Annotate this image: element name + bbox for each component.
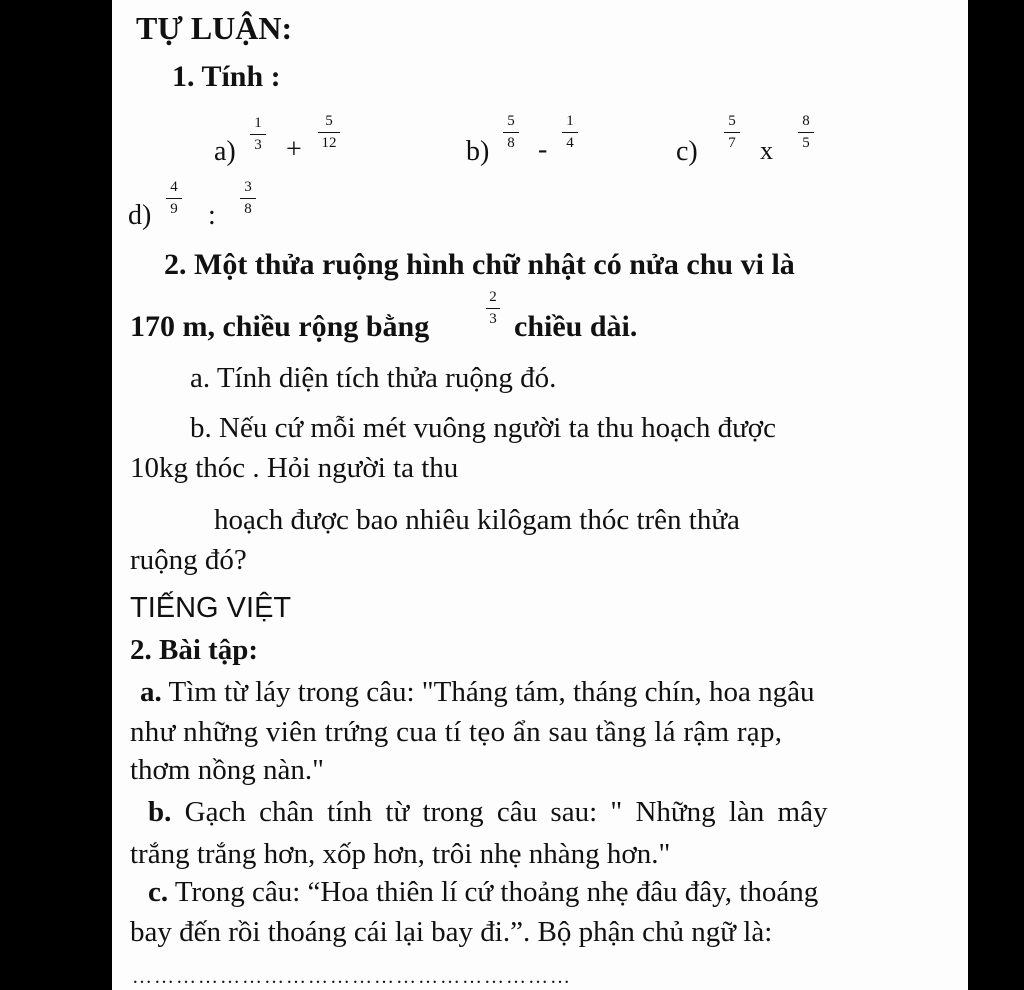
numerator: 5 <box>325 113 333 129</box>
numerator: 4 <box>170 179 178 195</box>
exercise-c-line-2: bay đến rồi thoáng cái lại bay đi.”. Bộ phận chủ ngữ là: <box>130 916 773 948</box>
fraction-d-1 <box>166 180 182 217</box>
fraction-bar <box>798 132 814 133</box>
fraction-bar <box>250 134 266 135</box>
operator-plus: + <box>286 134 302 165</box>
denominator: 7 <box>728 135 736 151</box>
question-b-line-4: ruộng đó? <box>130 544 247 576</box>
problem-2-line-1: 2. Một thửa ruộng hình chữ nhật có nửa chu vi là <box>164 248 795 281</box>
fraction-bar <box>240 198 256 199</box>
exercise-c-text-1: Trong câu: “Hoa thiên lí cứ thoảng nhẹ đâu đây, thoáng <box>174 876 819 908</box>
exercise-b-line-2: trắng trắng hơn, xốp hơn, trôi nhẹ nhàng hơn." <box>130 838 671 870</box>
fraction-c-1 <box>724 114 740 151</box>
numerator: 3 <box>244 179 252 195</box>
exercise-a-line-2: như những viên trứng cua tí tẹo ẩn sau tầng lá rậm rạp, <box>130 716 783 748</box>
fraction-bar <box>318 132 340 133</box>
exercise-b-label: b. <box>148 796 172 828</box>
exercise-a-text-1: Tìm từ láy trong câu: "Tháng tám, tháng chín, hoa ngâu <box>168 676 815 708</box>
item-c-label: c) <box>676 136 698 167</box>
fraction-a-1 <box>250 116 266 153</box>
numerator: 2 <box>489 289 497 305</box>
denominator: 8 <box>507 135 515 151</box>
exercise-heading: 2. Bài tập: <box>130 634 259 666</box>
fraction-d-2 <box>240 180 256 217</box>
exercise-b-text-1: Gạch chân tính từ trong câu sau: " Những làn mây <box>184 796 828 828</box>
exercise-c-label: c. <box>148 876 169 908</box>
numerator: 5 <box>728 113 736 129</box>
fraction-a-2 <box>318 114 340 151</box>
denominator: 3 <box>254 137 262 153</box>
item-a-label: a) <box>214 136 236 167</box>
denominator: 3 <box>489 311 497 327</box>
fraction-bar <box>724 132 740 133</box>
exercise-b-line-1 <box>148 796 828 829</box>
question-b-line-2: 10kg thóc . Hỏi người ta thu <box>130 452 459 484</box>
denominator: 8 <box>244 201 252 217</box>
item-d-label: d) <box>128 200 152 231</box>
section-title: TỰ LUẬN: <box>136 10 293 46</box>
exercise-c-line-1 <box>148 876 818 909</box>
fraction-b-2 <box>562 114 578 151</box>
fraction-c-2 <box>798 114 814 151</box>
numerator: 8 <box>802 113 810 129</box>
fraction-bar <box>486 308 500 309</box>
fraction-width-ratio <box>486 290 500 327</box>
denominator: 4 <box>566 135 574 151</box>
exercise-1-heading: 1. Tính : <box>172 60 281 93</box>
denominator: 5 <box>802 135 810 151</box>
denominator: 9 <box>170 201 178 217</box>
answer-dotted-line: …………………………………………………… <box>132 966 572 988</box>
numerator: 5 <box>507 113 515 129</box>
question-a: a. Tính diện tích thửa ruộng đó. <box>190 362 557 394</box>
exercise-a-label: a. <box>140 676 162 708</box>
question-b-line-1: b. Nếu cứ mỗi mét vuông người ta thu hoạch được <box>190 412 777 444</box>
question-b-line-3: hoạch được bao nhiêu kilôgam thóc trên thửa <box>214 504 740 536</box>
item-b-label: b) <box>466 136 490 167</box>
fraction-bar <box>562 132 578 133</box>
operator-divide: : <box>208 200 216 231</box>
problem-2-line-2b: chiều dài. <box>514 310 638 343</box>
numerator: 1 <box>566 113 574 129</box>
operator-multiply: x <box>760 136 773 165</box>
exercise-a-line-3: thơm nồng nàn." <box>130 754 324 786</box>
operator-minus: - <box>538 134 548 165</box>
problem-2-line-2a: 170 m, chiều rộng bằng <box>130 310 430 343</box>
exercise-a-line-1 <box>140 676 815 709</box>
fraction-b-1 <box>503 114 519 151</box>
tieng-viet-title: TIẾNG VIỆT <box>130 592 292 624</box>
numerator: 1 <box>254 115 262 131</box>
fraction-bar <box>503 132 519 133</box>
denominator: 12 <box>321 135 337 151</box>
fraction-bar <box>166 198 182 199</box>
